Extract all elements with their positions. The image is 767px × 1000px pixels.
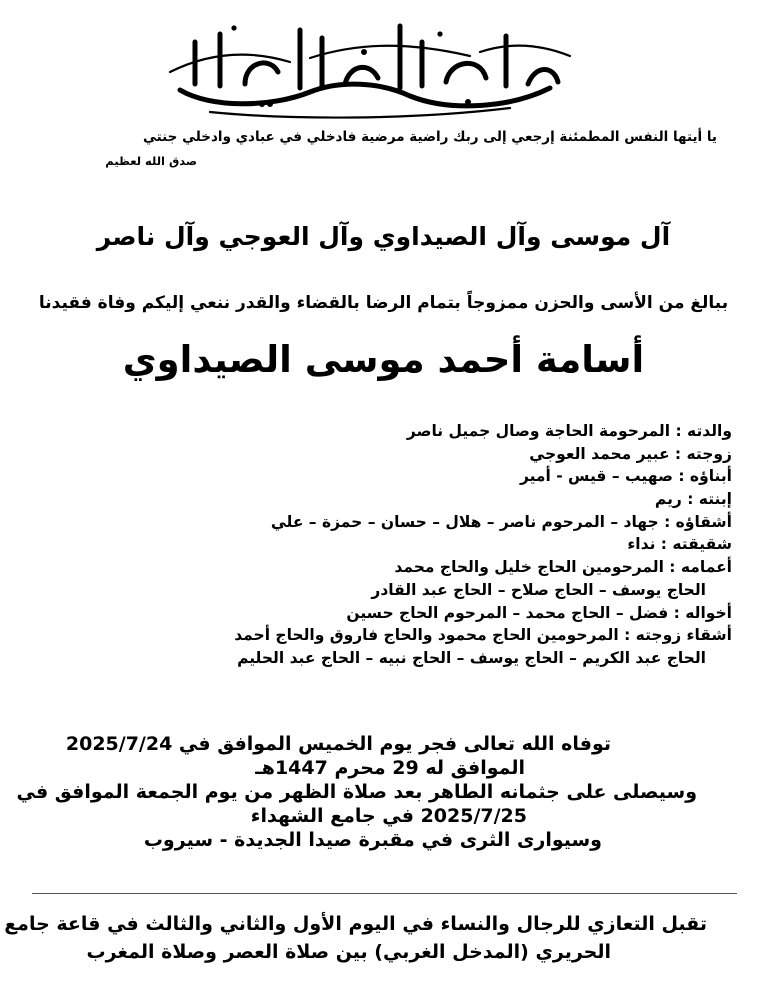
condolences-line-2: الحريري (المدخل الغربي) بين صلاة العصر وصلاة المغرب [86,941,611,963]
hijri-date-line: الموافق له 29 محرم 1447هـ [255,757,525,779]
relative-uncles: أعمامه : المرحومين الحاج خليل والحاج محمد [394,558,732,577]
relative-wife: زوجته : عبير محمد العوجي [529,444,732,463]
relative-wife-brothers: أشقاء زوجته : المرحومين الحاج محمود والحاج فاروق والحاج أحمد [234,626,732,645]
relative-brothers: أشقاؤه : جهاد – المرحوم ناصر – هلال – حسان – حمزة – علي [270,512,732,531]
calligraphy-header [150,12,580,122]
condolences-notice [4,910,707,966]
relative-sons: أبناؤه : صهيب – قيس - أمير [519,467,732,486]
relatives-list [32,420,732,670]
verse-ending: صدق الله لعظيم [105,154,197,168]
families-heading: آل موسى وآل الصيداوي وآل العوجي وآل ناصر [96,222,671,251]
relative-maternal-uncles: أخواله : فضل – الحاج محمد – المرحوم الحاج حسين [346,603,732,622]
relative-sister: شقيقته : نداء [627,535,732,554]
announcement-line: ببالغ من الأسى والحزن ممزوجاً بتمام الرضا بالقضاء والقدر ننعي إليكم وفاة فقيدنا [38,293,729,313]
quran-verse: يا أيتها النفس المطمئنة إرجعي إلى ربك راضية مرضية فادخلي في عبادي وادخلي جنتي [143,129,717,145]
condolences-line-1: تقبل التعازي للرجال والنساء في اليوم الأول والثاني والثالث في قاعة جامع [4,913,707,935]
section-divider [32,893,737,894]
prayer-date-line: 2025/7/25 في جامع الشهداء [250,805,527,827]
relative-mother: والدته : المرحومة الحاجة وصال جميل ناصر [406,422,732,440]
prayer-line: وسيصلى على جثمانه الطاهر بعد صلاة الظهر من يوم الجمعة الموافق في [16,781,697,803]
relative-daughter: إبنته : ريم [654,490,732,509]
deceased-name: أسامة أحمد موسى الصيداوي [122,338,645,381]
funeral-details [0,732,767,852]
calligraphy-logo [150,12,580,122]
relative-wife-brothers-continued: الحاج عبد الكريم – الحاج يوسف – الحاج نبيه – الحاج عبد الحليم [237,648,706,667]
death-date-line: توفاه الله تعالى فجر يوم الخميس الموافق في 2025/7/24 [65,733,611,755]
relative-uncles-continued: الحاج يوسف – الحاج صلاح – الحاج عبد القادر [371,580,706,599]
burial-line: وسيوارى الثرى في مقبرة صيدا الجديدة - سيروب [143,829,602,851]
